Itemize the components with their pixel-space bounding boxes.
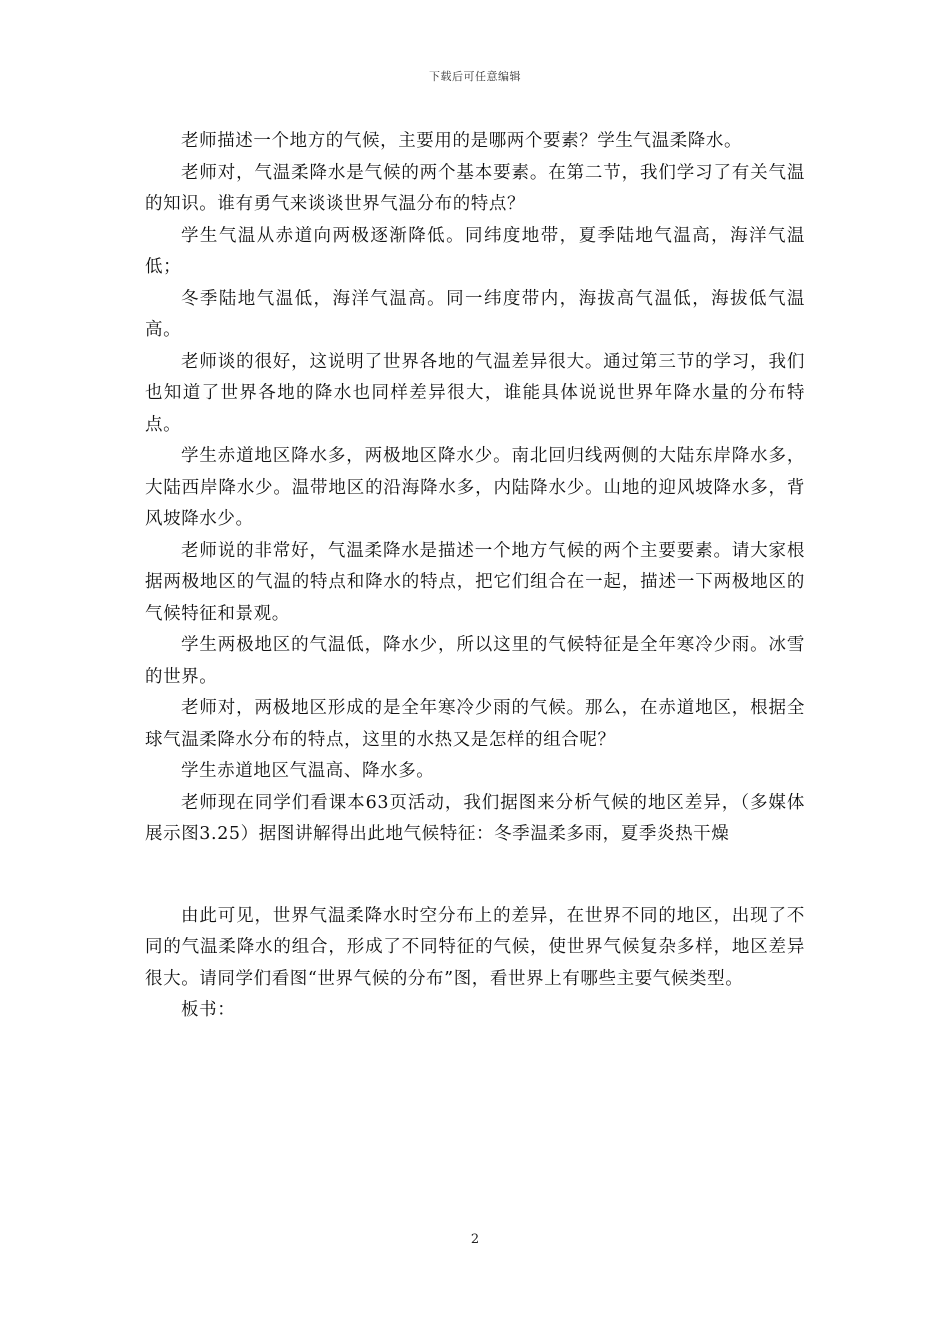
paragraph: 老师对，两极地区形成的是全年寒冷少雨的气候。那么，在赤道地区，根据全球气温柔降水分布的特点，这里的水热又是怎样的组合呢？: [145, 698, 805, 750]
page-number: 2: [470, 1232, 480, 1247]
paragraph: 学生赤道地区气温高、降水多。: [181, 761, 435, 781]
document-body: [145, 126, 805, 1027]
paragraph: 学生赤道地区降水多，两极地区降水少。南北回归线两侧的大陆东岸降水多，大陆西岸降水少。温带地区的沿海降水多，内陆降水少。山地的迎风坡降水多，背风坡降水少。: [145, 446, 805, 529]
paragraph: 老师谈的很好，这说明了世界各地的气温差异很大。通过第三节的学习，我们也知道了世界各地的降水也同样差异很大，谁能具体说说世界年降水量的分布特点。: [145, 351, 805, 435]
paragraph: 老师对，气温柔降水是气候的两个基本要素。在第二节，我们学习了有关气温的知识。谁有勇气来谈谈世界气温分布的特点？: [145, 162, 805, 214]
paragraph: 学生两极地区的气温低，降水少，所以这里的气候特征是全年寒冷少雨。冰雪的世界。: [145, 635, 805, 687]
paragraph: 老师描述一个地方的气候，主要用的是哪两个要素？学生气温柔降水。: [181, 131, 743, 151]
paragraph-gap: [145, 851, 805, 901]
page-header: 下载后可任意编辑: [429, 70, 521, 83]
board-writing-label: 板书：: [181, 1000, 236, 1020]
paragraph: 学生气温从赤道向两极逐渐降低。同纬度地带，夏季陆地气温高，海洋气温低；: [145, 225, 805, 277]
paragraph: 由此可见，世界气温柔降水时空分布上的差异，在世界不同的地区，出现了不同的气温柔降水的组合，形成了不同特征的气候，使世界气候复杂多样，地区差异很大。请同学们看图“世界气候的分布”图，看世界上有哪些主要气候类型。: [145, 905, 805, 989]
paragraph: 冬季陆地气温低，海洋气温高。同一纬度带内，海拔高气温低，海拔低气温高。: [145, 288, 805, 340]
paragraph: 老师说的非常好，气温柔降水是描述一个地方气候的两个主要要素。请大家根据两极地区的气温的特点和降水的特点，把它们组合在一起，描述一下两极地区的气候特征和景观。: [145, 540, 805, 624]
paragraph: 老师现在同学们看课本63页活动，我们据图来分析气候的地区差异，（多媒体展示图3.25）据图讲解得出此地气候特征：冬季温柔多雨，夏季炎热干燥: [145, 792, 805, 844]
